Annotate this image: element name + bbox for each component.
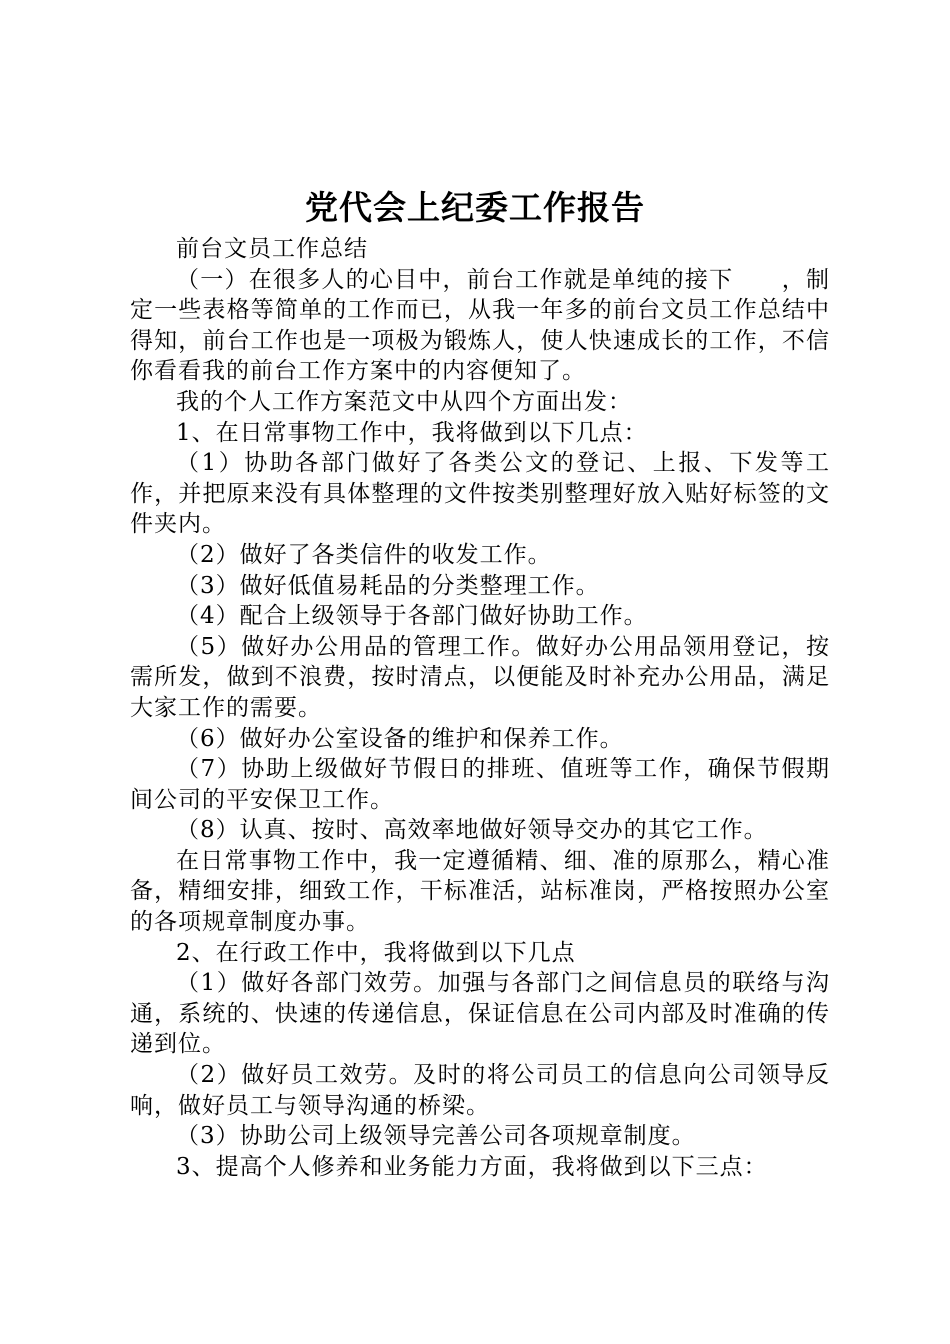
document-title: 党代会上纪委工作报告 (305, 188, 645, 227)
paragraph: （1）协助各部门做好了各类公文的登记、上报、下发等工作，并把原来没有具体整理的文件按类别整理好放入贴好标签的文件夹内。 (130, 450, 830, 538)
document-body (130, 234, 830, 1182)
paragraph: 2、在行政工作中，我将做到以下几点 (176, 939, 576, 966)
paragraph: （一）在很多人的心目中，前台工作就是单纯的接下 ，制定一些表格等简单的工作而已，从我一年多的前台文员工作总结中得知，前台工作也是一项极为锻炼人，使人快速成长的工作，不信你看看我的前台工作方案中的内容便知了。 (130, 266, 830, 385)
paragraph: （7）协助上级做好节假日的排班、值班等工作，确保节假期间公司的平安保卫工作。 (130, 756, 830, 813)
paragraph: 3、提高个人修养和业务能力方面，我将做到以下三点： (176, 1153, 768, 1180)
paragraph: （3）做好低值易耗品的分类整理工作。 (176, 572, 600, 599)
paragraph: （4）配合上级领导于各部门做好协助工作。 (176, 603, 648, 630)
paragraph: 我的个人工作方案范文中从四个方面出发： (176, 388, 632, 415)
paragraph: （3）协助公司上级领导完善公司各项规章制度。 (176, 1123, 696, 1150)
paragraph: （6）做好办公室设备的维护和保养工作。 (176, 725, 624, 752)
paragraph: 在日常事物工作中，我一定遵循精、细、准的原那么，精心准备，精细安排，细致工作，干标准活，站标准岗，严格按照办公室的各项规章制度办事。 (130, 847, 830, 936)
paragraph: （5）做好办公用品的管理工作。做好办公用品领用登记，按需所发，做到不浪费，按时清点，以便能及时补充办公用品，满足大家工作的需要。 (130, 633, 830, 721)
paragraph: （2）做好员工效劳。及时的将公司员工的信息向公司领导反响，做好员工与领导沟通的桥梁。 (130, 1062, 830, 1119)
paragraph: （1）做好各部门效劳。加强与各部门之间信息员的联络与沟通，系统的、快速的传递信息，保证信息在公司内部及时准确的传递到位。 (130, 970, 830, 1058)
paragraph: （8）认真、按时、高效率地做好领导交办的其它工作。 (176, 817, 768, 844)
paragraph: 1、在日常事物工作中，我将做到以下几点： (176, 419, 648, 446)
paragraph: 前台文员工作总结 (176, 236, 368, 262)
paragraph: （2）做好了各类信件的收发工作。 (176, 541, 552, 568)
